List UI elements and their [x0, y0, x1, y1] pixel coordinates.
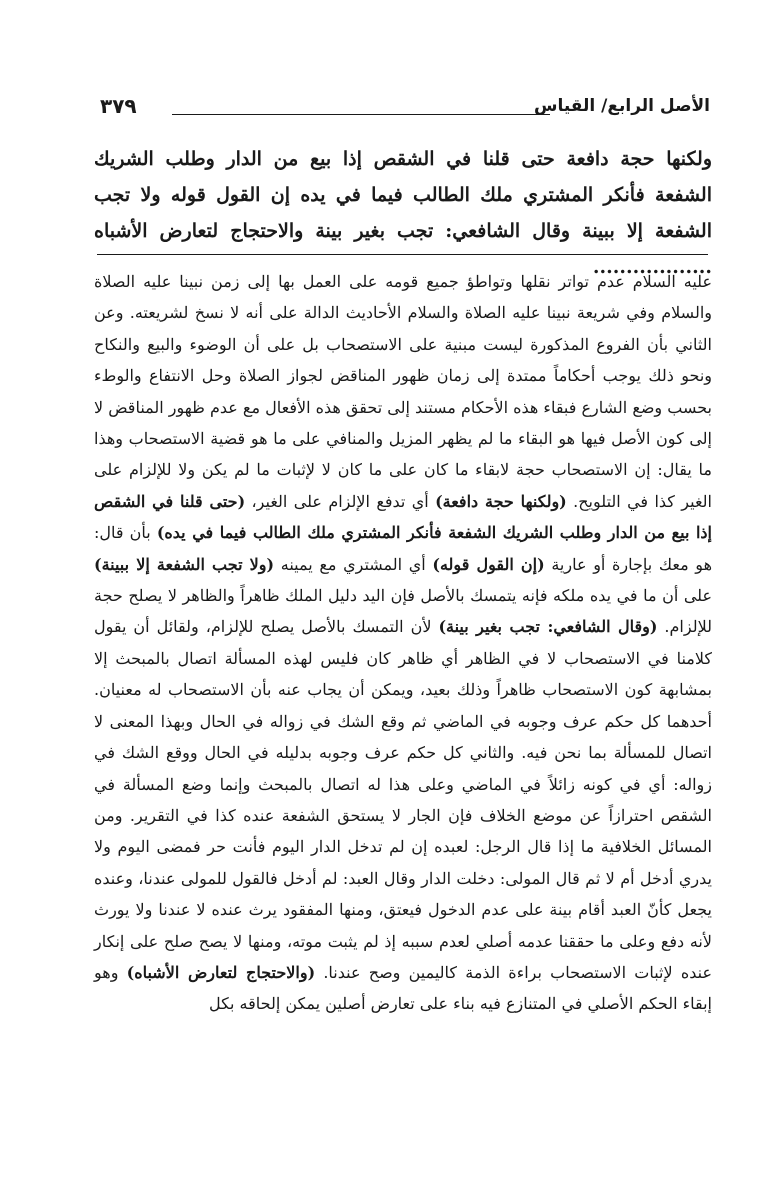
quoted-main-text: (حتى قلنا في الشقص إذا بيع من الدار وطلب الشريك الشفعة فأنكر المشتري ملك الطالب فيما في يده): [94, 491, 712, 543]
commentary-text: لأن التمسك بالأصل يصلح للإلزام، ولقائل أن يقول كلامنا في الاستصحاب لا في الظاهر أي ظاهر كان فليس لهذه المسألة اتصال بالمبحث إلا بمشابهة كون الاستصحاب ظاهراً وذلك بعيد، ويمكن أن يجاب عنه بأن الاستصحاب له معنيان. أحدهما كل حكم عرف وجوبه في الماضي ثم وقع الشك في زواله في الحال وبهذا المعنى لا اتصال للمسألة بما نحن فيه. والثاني كل حكم عرف وجوبه بدليله في الحال ووقع الشك في زواله: أي في كونه زائلاً في الماضي وعلى هذا له اتصال بالمبحث وإنما وضع المسألة في الشقص احترازاً عن موضع الخلاف فإن الجار لا يستحق الشفعة عنده كذا في التقرير. ومن المسائل الخلافية ما إذا قال الرجل: لعبده إن لم تدخل الدار اليوم فأنت حر فمضى اليوم ولا يدري أدخل أم لا ثم قال المولى: دخلت الدار وقال العبد: لم أدخل فالقول للمولى عندنا، وعنده يجعل كأنّ العبد أقام بينة على عدم الدخول فيعتق، ومنها المفقود يرث عنده لا عندنا ولا يورث لأنه دفع وعلى ما حققنا عدمه أصلي لعدم سببه إذ لم يثبت موته، ومنها لا يصح صلح على إنكار عنده لإثبات الاستصحاب براءة الذمة كاليمين وصح عندنا.: [94, 617, 713, 982]
commentary-text: وهو إبقاء الحكم الأصلي في المتنازع فيه بناء على تعارض أصلين يمكن إلحاقه بكل: [94, 962, 712, 1014]
quoted-main-text: (ولا تجب الشفعة إلا ببينة): [94, 554, 275, 574]
commentary-block: [94, 266, 712, 1020]
commentary-text: عليه السلام عدم تواتر نقلها وتواطؤ جميع قومه على العمل بها إلى زمن نبينا عليه الصلاة والسلام وفي شريعة نبينا عليه الصلاة والسلام الأحاديث الدالة على أنه لا نسخ لشريعته. وعن الثاني بأن الفروع المذكورة ليست مبنية على الاستصحاب بل على أن الوضوء والبيع والنكاح ونحو ذلك يوجب أحكاماً ممتدة إلى زمان ظهور المناقض لجواز الصلاة وحل الانتفاع والوطء بحسب وضع الشارع فبقاء هذه الأحكام مستند إلى تحقق هذه الأفعال مع عدم ظهور المناقض لا إلى كون الأصل فيها هو البقاء ما لم يظهر المزيل والمنافي على ما هو قضية الاستصحاب وهذا ما يقال: إن الاستصحاب حجة لابقاء ما كان على ما كان لا لإثبات ما لم يكن ولا للإلزام على الغير كذا في التلويح.: [93, 272, 712, 511]
commentary-text: أي المشتري مع يمينه: [274, 554, 433, 574]
commentary-text: أي تدفع الإلزام على الغير،: [245, 491, 436, 511]
page-number: ٣٧٩: [100, 94, 137, 118]
quoted-main-text: (وقال الشافعي: تجب بغير بينة): [438, 617, 658, 637]
commentary-paragraph: [94, 266, 712, 1020]
running-header: [100, 92, 710, 132]
running-title: الأصل الرابع/ القياس: [534, 96, 710, 116]
main-text-paragraph: ولكنها حجة دافعة حتى قلنا في الشقص إذا بيع من الدار وطلب الشريك الشفعة فأنكر المشتري ملك الطالب فيما في يده إن القول قوله ولا تجب الشفعة إلا ببينة وقال الشافعي: تجب بغير بينة والاحتجاج لتعارض الأشباه ..................: [94, 148, 712, 278]
header-rule: [172, 114, 550, 115]
quoted-main-text: (والاحتجاج لتعارض الأشباه): [126, 962, 316, 982]
commentary-text: على أن ما في يده ملكه فإنه يتمسك بالأصل فإن اليد دليل الملك ظاهراً والظاهر لا يصلح حجة للإلزام.: [94, 586, 712, 637]
commentary-text: بأن قال: هو معك بإجارة أو عارية: [94, 523, 713, 574]
quoted-main-text: (ولكنها حجة دافعة): [435, 491, 567, 511]
main-text-block: [94, 141, 712, 285]
text-separator-rule: [97, 254, 708, 255]
quoted-main-text: (إن القول قوله): [432, 554, 545, 574]
